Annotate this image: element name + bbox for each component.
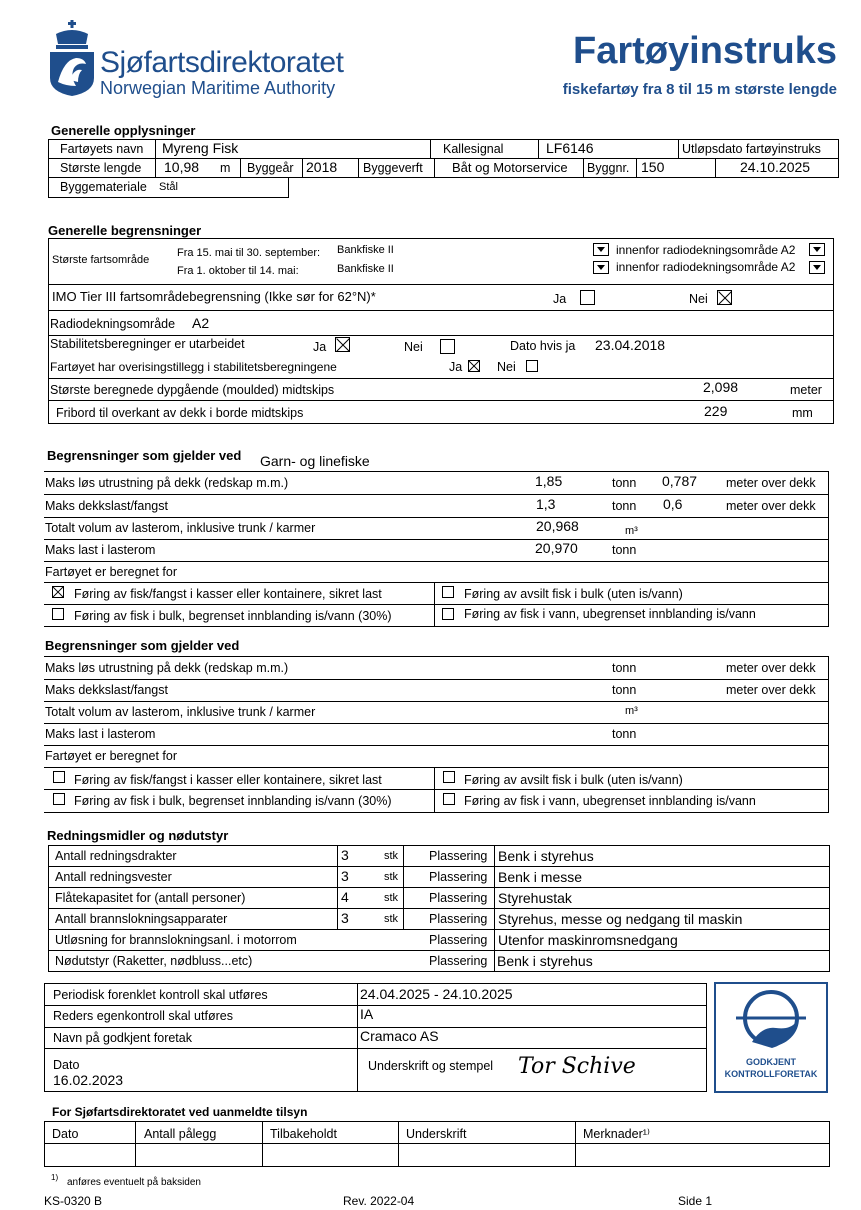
imo-no-checkbox[interactable] [717,290,732,305]
r1-hold-load-unit: tonn [612,543,637,557]
r1-hold-volume-value[interactable]: 20,968 [536,518,579,534]
safety-row-placement[interactable]: Benk i styrehus [497,953,593,969]
period2-radio-area: innenfor radiodekningsområde A2 [616,260,796,274]
safety-row-label: Flåtekapasitet for (antall personer) [55,891,246,905]
r2-opt-boxes-label: Føring av fisk/fangst i kasser eller kontainere, sikret last [74,773,382,787]
safety-row-placement-label: Plassering [429,933,488,947]
icing-yes-checkbox[interactable] [468,360,480,372]
inspection-col-detained: Tilbakeholdt [270,1127,337,1141]
period2-radio-dropdown-icon[interactable] [809,261,825,274]
section-safety-title: Redningsmidler og nødutstyr [47,828,229,843]
periodic-control-label: Periodisk forenklet kontroll skal utføres [53,988,268,1002]
period2-value[interactable]: Bankfiske II [337,263,394,275]
stability-yes-label: Ja [313,340,327,354]
expiry-label: Utløpsdato fartøyinstruks [682,142,821,156]
safety-row-placement-label: Plassering [429,870,488,884]
owner-control-value[interactable]: IA [360,1006,374,1022]
safety-row-placement-label: Plassering [429,954,488,968]
owner-control-label: Reders egenkontroll skal utføres [53,1009,233,1023]
r2-deck-cargo-height-unit: meter over dekk [726,683,816,697]
draught-label: Største beregnede dypgående (moulded) midtskips [50,383,335,397]
fishing-type-value[interactable]: Garn- og linefiske [260,453,370,469]
approved-company-value[interactable]: Cramaco AS [360,1028,439,1044]
material-value[interactable]: Stål [159,181,178,193]
r1-deck-cargo-value[interactable]: 1,3 [536,496,556,512]
r1-hold-volume-label: Totalt volum av lasterom, inklusive trunk / karmer [45,521,316,535]
r1-opt-bulk-checkbox[interactable] [52,608,64,620]
stability-label: Stabilitetsberegninger er utarbeidet [50,337,245,351]
footnote-text: anføres eventuelt på baksiden [67,1177,201,1188]
safety-row-placement[interactable]: Styrehus, messe og nedgang til maskin [498,911,743,927]
period1-radio-area: innenfor radiodekningsområde A2 [616,243,796,257]
draught-unit: meter [790,383,822,397]
org-name-english: Norwegian Maritime Authority [100,78,336,98]
footnote-mark: 1) [51,1173,59,1182]
r2-hold-load-label: Maks last i lasterom [45,727,156,741]
icing-no-label: Nei [497,360,516,374]
material-label: Byggemateriale [60,180,147,194]
r1-designed-for-label: Fartøyet er beregnet for [45,565,178,579]
safety-row-unit: stk [384,913,399,925]
safety-row-placement[interactable]: Benk i styrehus [498,848,594,864]
stability-no-checkbox[interactable] [440,339,455,354]
icing-label: Fartøyet har overisingstillegg i stabilitetsberegningene [50,360,337,374]
section-general-title: Generelle opplysninger [51,123,196,138]
r1-loose-gear-height-unit: meter over dekk [726,476,816,490]
approval-stamp-emblem-icon [716,986,826,1058]
freeboard-value[interactable]: 229 [704,403,728,419]
r2-deck-cargo-label: Maks dekkslast/fangst [45,683,168,697]
safety-row-placement-label: Plassering [429,912,488,926]
icing-yes-label: Ja [449,360,463,374]
r1-opt-boxes-label: Føring av fisk/fangst i kasser eller kontainere, sikret last [74,587,382,601]
safety-row-qty[interactable]: 3 [341,847,349,863]
r1-hold-volume-unit: m³ [625,525,638,537]
r2-opt-water-label: Føring av fisk i vann, ubegrenset innblanding is/vann [464,794,756,808]
r2-hold-volume-unit: m³ [625,705,638,717]
hull-number-value[interactable]: 150 [641,159,665,175]
r1-loose-gear-label: Maks løs utrustning på dekk (redskap m.m.) [45,476,289,490]
safety-row-qty[interactable]: 3 [341,868,349,884]
r2-deck-cargo-unit: tonn [612,683,637,697]
r1-deck-cargo-height[interactable]: 0,6 [663,496,683,512]
section-inspection-title: For Sjøfartsdirektoratet ved uanmeldte tilsyn [52,1105,308,1119]
r2-opt-bulk-label: Føring av fisk i bulk, begrenset innblanding is/vann (30%) [74,794,392,808]
imo-yes-label: Ja [553,292,567,306]
freeboard-label: Fribord til overkant av dekk i borde midtskips [56,406,304,420]
section-limits-title: Generelle begrensninger [48,223,202,238]
r1-loose-gear-unit: tonn [612,476,637,490]
periodic-control-value[interactable]: 24.04.2025 - 24.10.2025 [360,986,513,1002]
freeboard-unit: mm [792,406,813,420]
length-label: Største lengde [60,161,142,175]
stability-yes-checkbox[interactable] [335,337,350,352]
safety-row-unit: stk [384,850,399,862]
approval-stamp [714,982,828,1093]
form-number: KS-0320 B [44,1194,103,1208]
safety-row-placement[interactable]: Styrehustak [498,890,572,906]
safety-row-label: Antall redningsvester [55,870,172,884]
r2-opt-drained-label: Føring av avsilt fisk i bulk (uten is/vann) [464,773,683,787]
revision: Rev. 2022-04 [343,1194,415,1208]
imo-label: IMO Tier III fartsområdebegrensning (Ikke sør for 62°N)* [52,289,376,304]
r1-opt-drained-label: Føring av avsilt fisk i bulk (uten is/vann) [464,587,683,601]
safety-row-unit: stk [384,892,399,904]
r1-hold-load-value[interactable]: 20,970 [535,540,578,556]
safety-row-label: Utløsning for brannslokningsanl. i motorrom [55,933,297,947]
safety-row-placement-label: Plassering [429,891,488,905]
r1-deck-cargo-height-unit: meter over dekk [726,499,816,513]
expiry-date-value[interactable]: 24.10.2025 [740,159,811,175]
control-date-label: Dato [53,1058,80,1072]
imo-yes-checkbox[interactable] [580,290,595,305]
callsign-label: Kallesignal [443,142,504,156]
r1-opt-boxes-checkbox[interactable] [52,586,64,598]
control-date-value[interactable]: 16.02.2023 [53,1072,124,1088]
document-title: Fartøyinstruks [573,30,837,72]
r1-deck-cargo-label: Maks dekkslast/fangst [45,499,168,513]
imo-no-label: Nei [689,292,708,306]
yard-label: Byggeverft [363,161,423,175]
vessel-name-label: Fartøyets navn [60,142,144,156]
radio-area-label: Radiodekningsområde [50,317,176,331]
r2-opt-drained-checkbox[interactable] [443,771,455,783]
hull-number-label: Byggnr. [587,161,630,175]
build-year-value[interactable]: 2018 [306,159,338,175]
safety-row-placement[interactable]: Utenfor maskinromsnedgang [498,932,678,948]
signature: Tor Schive [518,1054,636,1079]
safety-row-qty[interactable]: 4 [341,889,349,905]
r1-opt-water-checkbox[interactable] [442,608,454,620]
org-name: Sjøfartsdirektoratet [100,46,344,79]
r1-deck-cargo-unit: tonn [612,499,637,513]
build-year-label: Byggeår [247,161,294,175]
document-subtitle: fiskefartøy fra 8 til 15 m største lengde [562,81,837,98]
radio-area-value[interactable]: A2 [192,315,210,331]
inspection-col-remarks: Merknader¹⁾ [583,1127,650,1141]
icing-no-checkbox[interactable] [526,360,538,372]
yard-value[interactable]: Båt og Motorservice [452,160,568,175]
inspection-col-signature: Underskrift [406,1127,467,1141]
safety-row-qty[interactable]: 3 [341,910,349,926]
period1-label: Fra 15. mai til 30. september: [177,247,321,259]
r2-opt-boxes-checkbox[interactable] [53,771,65,783]
safety-row-unit: stk [384,871,399,883]
r1-opt-bulk-label: Føring av fisk i bulk, begrenset innblanding is/vann (30%) [74,609,392,623]
period1-value[interactable]: Bankfiske II [337,244,394,256]
r2-hold-load-unit: tonn [612,727,637,741]
callsign-value[interactable]: LF6146 [546,140,594,156]
period1-dropdown-icon[interactable] [593,243,609,256]
r1-hold-load-label: Maks last i lasterom [45,543,156,557]
stability-date-value[interactable]: 23.04.2018 [595,337,666,353]
draught-value[interactable]: 2,098 [703,379,739,395]
area-label: Største fartsområde [52,254,150,266]
r2-loose-gear-unit: tonn [612,661,637,675]
crown-lion-emblem-icon [48,20,96,96]
r2-opt-bulk-checkbox[interactable] [53,793,65,805]
r1-loose-gear-value[interactable]: 1,85 [535,473,563,489]
r1-opt-drained-checkbox[interactable] [442,586,454,598]
inspection-col-orders: Antall pålegg [144,1127,217,1141]
stability-date-label: Dato hvis ja [510,339,576,353]
length-unit: m [220,161,231,175]
r1-loose-gear-height[interactable]: 0,787 [662,473,698,489]
section-restrictions1-title: Begrensninger som gjelder ved [47,448,242,463]
r2-loose-gear-height-unit: meter over dekk [726,661,816,675]
vessel-name-value[interactable]: Myreng Fisk [162,140,239,156]
safety-row-label: Antall brannslokningsapparater [55,912,228,926]
r2-designed-for-label: Fartøyet er beregnet for [45,749,178,763]
r1-opt-water-label: Føring av fisk i vann, ubegrenset innblanding is/vann [464,607,756,621]
safety-row-label: Nødutstyr (Raketter, nødbluss...etc) [55,954,253,968]
length-value[interactable]: 10,98 [164,159,200,175]
period1-radio-dropdown-icon[interactable] [809,243,825,256]
period2-dropdown-icon[interactable] [593,261,609,274]
signature-label: Underskrift og stempel [368,1059,494,1073]
r2-opt-water-checkbox[interactable] [443,793,455,805]
inspection-col-date: Dato [52,1127,79,1141]
approved-company-label: Navn på godkjent foretak [53,1031,192,1045]
period2-label: Fra 1. oktober til 14. mai: [177,265,299,277]
section-restrictions2-title: Begrensninger som gjelder ved [45,638,240,653]
r2-loose-gear-label: Maks løs utrustning på dekk (redskap m.m.) [45,661,289,675]
safety-row-placement[interactable]: Benk i messe [498,869,583,885]
stability-no-label: Nei [404,340,423,354]
stamp-text-company: KONTROLLFORETAK [724,1069,818,1079]
safety-row-placement-label: Plassering [429,849,488,863]
stamp-text-approved: GODKJENT [745,1057,796,1067]
safety-row-label: Antall redningsdrakter [55,849,177,863]
logo [48,20,96,96]
r2-hold-volume-label: Totalt volum av lasterom, inklusive trunk / karmer [45,705,316,719]
page-number: Side 1 [678,1194,713,1208]
